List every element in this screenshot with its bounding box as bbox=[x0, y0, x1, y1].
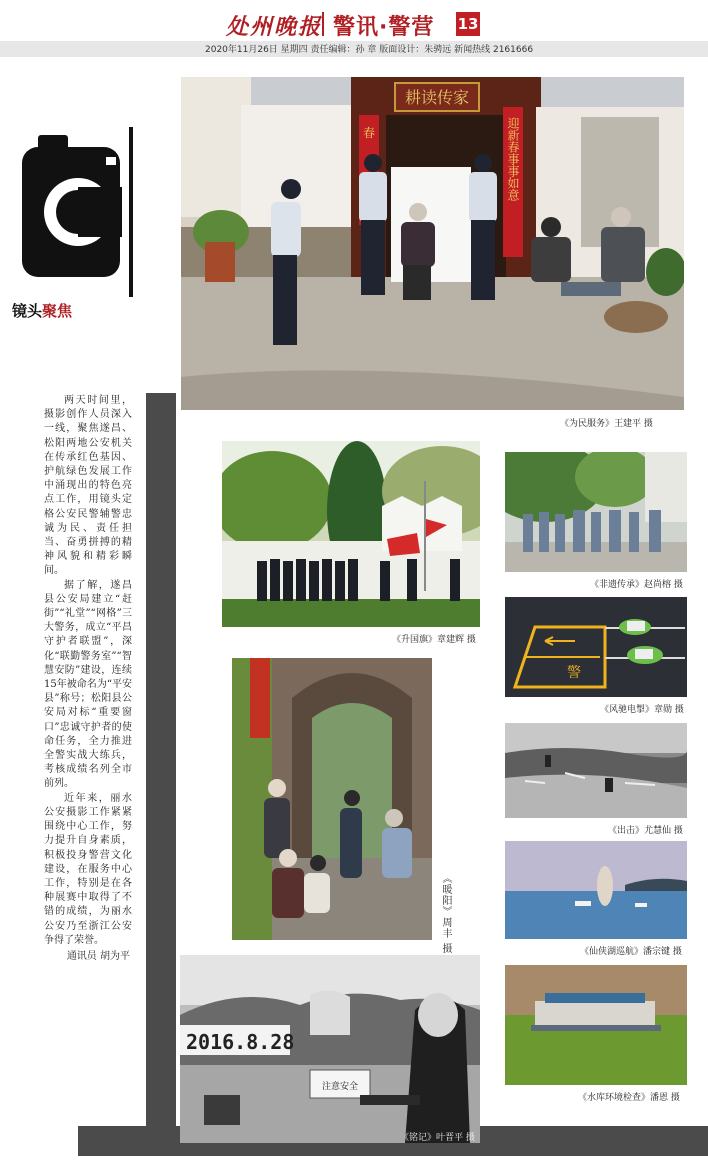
camera-logo-icon bbox=[22, 127, 134, 297]
decorative-column bbox=[146, 393, 176, 1153]
section-title: 警讯·警营 bbox=[333, 15, 435, 40]
article-paragraph-3: 近年来，丽水公安摄影工作紧紧围绕中心工作，努力提升自身素质，积极投身警营文化建设，在服务中心工作，特别是在各种展赛中取得了不错的成绩，为丽水公安乃至浙江公安争得了荣誉。 bbox=[44, 792, 132, 946]
caption-lake: 《仙侠湖巡航》潘宗键 摄 bbox=[580, 947, 682, 957]
column-label-black: 镜头 bbox=[12, 302, 43, 320]
article-paragraph-2: 据了解，遂昌县公安局建立“赶街”“礼堂”“网格”三大警务，成立“平昌守护者联盟”，深化“联勤警务室”“智慧安防”建设，连续15年被命名为“平安县”称号；松阳县公安局对标“重要窗口”忠诚守护者的使命任务，全力推进全警实战大练兵，考核成绩名列全市前列。 bbox=[44, 579, 132, 790]
photo-warmsun bbox=[232, 658, 432, 940]
photo-memory bbox=[180, 955, 480, 1143]
article-body bbox=[44, 394, 132, 964]
photo-lake bbox=[505, 841, 687, 939]
masthead-divider bbox=[322, 12, 324, 36]
photo-memory-date: 2016.8.28 bbox=[186, 1030, 295, 1054]
photo-heritage bbox=[505, 452, 687, 572]
caption-water: 《水库环境检查》潘恩 摄 bbox=[578, 1093, 680, 1103]
photo-patrol bbox=[505, 723, 687, 818]
photo-drone-ground-text: 警 bbox=[567, 665, 581, 681]
photo-main-couplet-left: 春 bbox=[362, 126, 376, 140]
photo-main bbox=[181, 77, 684, 410]
column-label-red: 聚焦 bbox=[42, 302, 73, 320]
photo-drone bbox=[505, 597, 687, 697]
issue-info: 2020年11月26日 星期四 责任编辑：孙 章 版面设计：朱骋远 新闻热线 2161666 bbox=[205, 45, 534, 55]
column-label bbox=[12, 300, 72, 321]
photo-flag bbox=[222, 441, 480, 627]
photo-main-sign: 耕读传家 bbox=[404, 88, 470, 107]
newspaper-brand: 处州晚报 bbox=[226, 14, 323, 40]
caption-patrol: 《出击》尤慧仙 摄 bbox=[608, 826, 683, 836]
caption-memory: 《铭记》叶晋平 摄 bbox=[400, 1133, 475, 1143]
article-byline: 通讯员 胡为平 bbox=[66, 950, 130, 962]
caption-flag: 《升国旗》章建辉 摄 bbox=[392, 635, 476, 645]
caption-warmsun: 《暖阳》周丰 摄 bbox=[440, 873, 451, 955]
photo-water bbox=[505, 965, 687, 1085]
photo-main-couplet-right: 迎新春事事如意 bbox=[506, 117, 520, 201]
caption-drone: 《风驰电掣》章勋 摄 bbox=[600, 705, 684, 715]
caption-main: 《为民服务》王建平 摄 bbox=[560, 419, 653, 429]
article-paragraph-1: 两天时间里，摄影创作人员深入一线，聚焦遂昌、松阳两地公安机关在传承红色基因、护航绿色发展工作中涌现出的特色亮点工作，用镜头定格公安民警辅警忠诚为民、责任担当、奋勇拼搏的精神风貌和精彩瞬间。 bbox=[44, 395, 132, 577]
page-number-badge: 13 bbox=[456, 12, 480, 36]
photo-memory-sign: 注意安全 bbox=[321, 1082, 359, 1092]
caption-heritage: 《非遗传承》赵尚榕 摄 bbox=[590, 580, 683, 590]
